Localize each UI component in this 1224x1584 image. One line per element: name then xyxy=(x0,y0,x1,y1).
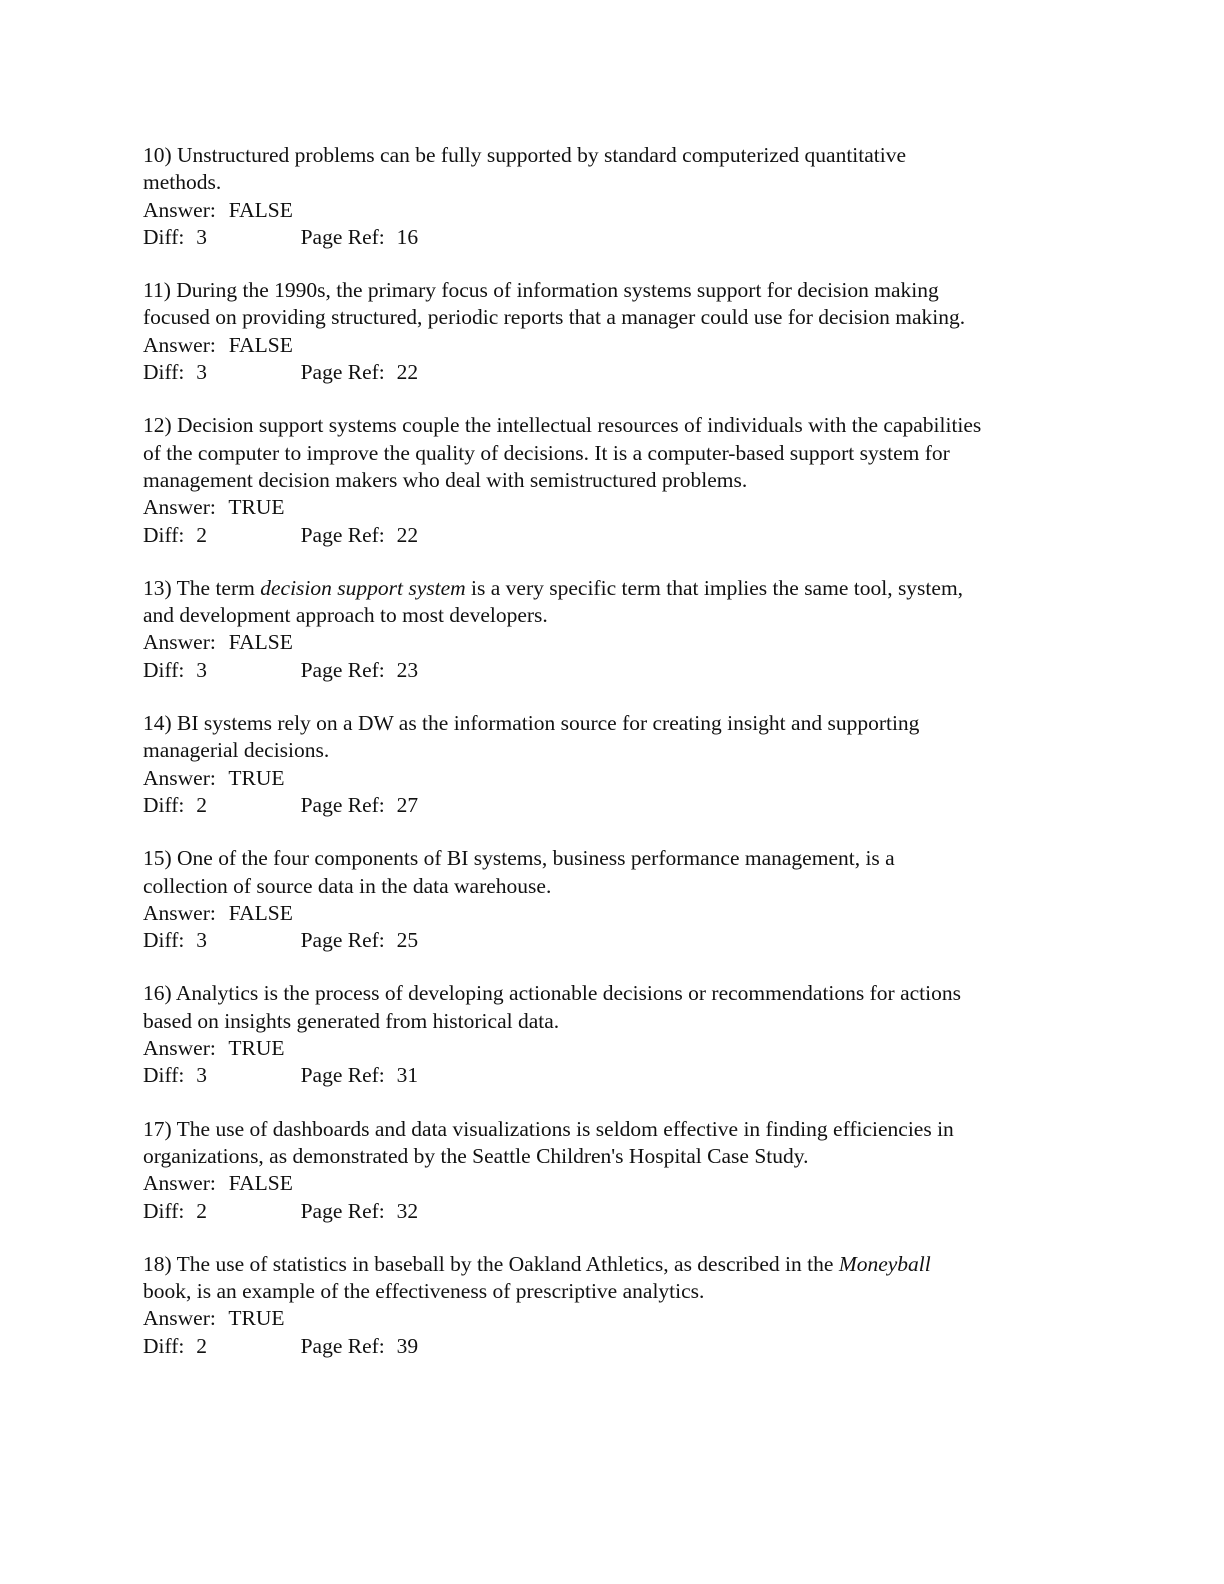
question-text xyxy=(143,575,1103,630)
answer-label: Answer: xyxy=(143,332,216,357)
meta-line xyxy=(143,522,1103,549)
page-ref-value: 32 xyxy=(396,1198,419,1223)
answer-value: FALSE xyxy=(228,332,293,357)
question-text xyxy=(143,1251,1103,1306)
meta-line xyxy=(143,1333,1103,1360)
answer-line xyxy=(143,1035,1103,1062)
answer-label: Answer: xyxy=(143,765,216,790)
question-text-segment: 18) The use of statistics in baseball by the Oakland Athletics, as described in the xyxy=(143,1251,839,1276)
answer-label: Answer: xyxy=(143,1171,216,1196)
answer-line xyxy=(143,332,1103,359)
question-line xyxy=(143,440,1103,467)
page-ref-label: Page Ref: xyxy=(300,792,385,817)
question-text xyxy=(143,1116,1103,1171)
question-line xyxy=(143,1008,1103,1035)
question-text-segment: managerial decisions. xyxy=(143,738,330,763)
answer-value: TRUE xyxy=(228,765,285,790)
answer-line xyxy=(143,629,1103,656)
answer-line xyxy=(143,197,1103,224)
question-text-segment: organizations, as demonstrated by the Seattle Children's Hospital Case Study. xyxy=(143,1143,809,1168)
question-text-segment: is a very specific term that implies the same tool, system, xyxy=(465,575,964,600)
answer-label: Answer: xyxy=(143,1036,216,1061)
question-text-segment: 14) BI systems rely on a DW as the information source for creating insight and supporting xyxy=(143,711,920,736)
answer-label: Answer: xyxy=(143,495,216,520)
question-text-segment: based on insights generated from historical data. xyxy=(143,1008,560,1033)
question-text-segment: 16) Analytics is the process of developing actionable decisions or recommendations for actions xyxy=(143,981,961,1006)
question-text-segment: 12) Decision support systems couple the intellectual resources of individuals with the capabilities xyxy=(143,413,982,438)
page-ref-label: Page Ref: xyxy=(300,928,385,953)
question-item xyxy=(143,142,1103,251)
page-ref-value: 16 xyxy=(396,224,419,249)
answer-line xyxy=(143,900,1103,927)
question-line xyxy=(143,304,1103,331)
question-text-segment: methods. xyxy=(143,170,222,195)
answer-value: TRUE xyxy=(228,1036,285,1061)
answer-value: FALSE xyxy=(228,900,293,925)
question-line xyxy=(143,169,1103,196)
question-item xyxy=(143,980,1103,1089)
page-ref-value: 22 xyxy=(396,360,419,385)
meta-line xyxy=(143,1062,1103,1089)
question-line xyxy=(143,1143,1103,1170)
question-italic-term: Moneyball xyxy=(838,1251,931,1276)
page-ref-value: 39 xyxy=(396,1333,419,1358)
page-ref-value: 22 xyxy=(396,522,419,547)
question-line xyxy=(143,873,1103,900)
diff-label: Diff: xyxy=(143,1333,185,1358)
diff-label: Diff: xyxy=(143,1198,185,1223)
question-text-segment: 11) During the 1990s, the primary focus of information systems support for decision making xyxy=(143,278,939,303)
page-ref-label: Page Ref: xyxy=(300,522,385,547)
meta-line xyxy=(143,657,1103,684)
diff-value: 3 xyxy=(196,657,207,682)
answer-label: Answer: xyxy=(143,900,216,925)
question-italic-term: decision support system xyxy=(260,575,466,600)
diff-value: 2 xyxy=(196,792,207,817)
question-item xyxy=(143,1116,1103,1225)
page-ref-label: Page Ref: xyxy=(300,657,385,682)
diff-value: 3 xyxy=(196,224,207,249)
question-line xyxy=(143,1251,1103,1278)
question-text-segment: 10) Unstructured problems can be fully supported by standard computerized quantitative xyxy=(143,143,907,167)
page-ref-label: Page Ref: xyxy=(300,1198,385,1223)
question-text-segment: 15) One of the four components of BI systems, business performance management, is a xyxy=(143,846,895,871)
question-text xyxy=(143,980,1103,1035)
diff-label: Diff: xyxy=(143,792,185,817)
question-line xyxy=(143,1278,1103,1305)
page-ref-label: Page Ref: xyxy=(300,1063,385,1088)
answer-label: Answer: xyxy=(143,630,216,655)
question-text-segment: and development approach to most developers. xyxy=(143,603,548,628)
question-text-segment: focused on providing structured, periodic reports that a manager could use for decision making. xyxy=(143,305,966,330)
meta-line xyxy=(143,224,1103,251)
question-text-segment: management decision makers who deal with semistructured problems. xyxy=(143,467,748,492)
question-item xyxy=(143,412,1103,548)
question-line xyxy=(143,845,1103,872)
diff-value: 3 xyxy=(196,1063,207,1088)
question-line xyxy=(143,142,1103,169)
question-text xyxy=(143,142,1103,197)
diff-value: 3 xyxy=(196,928,207,953)
diff-value: 2 xyxy=(196,1333,207,1358)
answer-value: FALSE xyxy=(228,630,293,655)
page-ref-value: 23 xyxy=(396,657,419,682)
question-line xyxy=(143,467,1103,494)
diff-label: Diff: xyxy=(143,1063,185,1088)
answer-line xyxy=(143,494,1103,521)
answer-value: TRUE xyxy=(228,1306,285,1331)
question-line xyxy=(143,412,1103,439)
question-line xyxy=(143,602,1103,629)
question-item xyxy=(143,1251,1103,1360)
question-text xyxy=(143,412,1103,494)
answer-line xyxy=(143,1170,1103,1197)
question-item xyxy=(143,575,1103,684)
diff-label: Diff: xyxy=(143,224,185,249)
page-ref-value: 25 xyxy=(396,928,419,953)
diff-label: Diff: xyxy=(143,360,185,385)
diff-value: 3 xyxy=(196,360,207,385)
question-text xyxy=(143,710,1103,765)
question-text xyxy=(143,845,1103,900)
diff-value: 2 xyxy=(196,1198,207,1223)
page-ref-value: 27 xyxy=(396,792,419,817)
question-text-segment: 13) The term xyxy=(143,575,261,600)
page-ref-label: Page Ref: xyxy=(300,1333,385,1358)
answer-label: Answer: xyxy=(143,1306,216,1331)
question-text-segment: collection of source data in the data warehouse. xyxy=(143,873,552,898)
answer-label: Answer: xyxy=(143,197,216,222)
question-item xyxy=(143,277,1103,386)
question-item xyxy=(143,845,1103,954)
question-line xyxy=(143,1116,1103,1143)
meta-line xyxy=(143,1198,1103,1225)
document-body xyxy=(143,142,1103,1386)
answer-line xyxy=(143,765,1103,792)
question-text-segment: book, is an example of the effectiveness of prescriptive analytics. xyxy=(143,1279,705,1304)
page-ref-label: Page Ref: xyxy=(300,360,385,385)
question-line xyxy=(143,575,1103,602)
diff-value: 2 xyxy=(196,522,207,547)
diff-label: Diff: xyxy=(143,928,185,953)
answer-line xyxy=(143,1305,1103,1332)
answer-value: TRUE xyxy=(228,495,285,520)
meta-line xyxy=(143,927,1103,954)
meta-line xyxy=(143,792,1103,819)
page-ref-value: 31 xyxy=(396,1063,419,1088)
page-ref-label: Page Ref: xyxy=(300,224,385,249)
answer-value: FALSE xyxy=(228,1171,293,1196)
question-text-segment: of the computer to improve the quality of decisions. It is a computer-based support system for xyxy=(143,440,950,465)
question-line xyxy=(143,277,1103,304)
diff-label: Diff: xyxy=(143,522,185,547)
question-text xyxy=(143,277,1103,332)
question-line xyxy=(143,710,1103,737)
meta-line xyxy=(143,359,1103,386)
question-line xyxy=(143,737,1103,764)
question-text-segment: 17) The use of dashboards and data visualizations is seldom effective in finding efficiencies in xyxy=(143,1116,954,1141)
diff-label: Diff: xyxy=(143,657,185,682)
question-line xyxy=(143,980,1103,1007)
question-item xyxy=(143,710,1103,819)
answer-value: FALSE xyxy=(228,197,293,222)
